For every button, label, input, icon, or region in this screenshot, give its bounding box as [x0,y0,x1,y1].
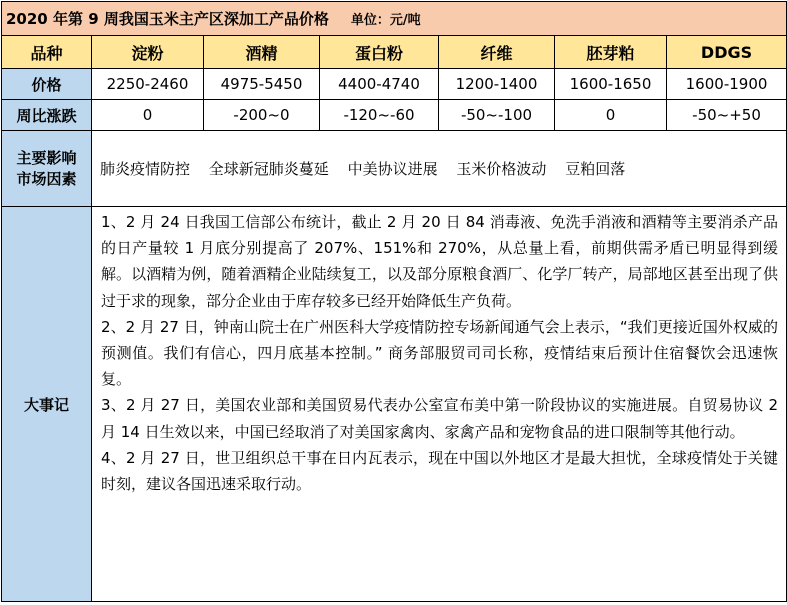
events-content [92,207,787,602]
events-label: 大事记 [2,207,92,602]
product-alcohol: 酒精 [204,36,320,69]
change-cell: -50~-100 [439,100,555,131]
product-germ-meal: 胚芽粕 [555,36,667,69]
price-cell: 1600-1650 [555,69,667,100]
weekly-change-label: 周比涨跌 [2,100,92,131]
price-table [1,1,787,602]
event-paragraph: 4、2 月 27 日，世卫组织总干事在日内瓦表示，现在中国以外地区才是最大担忧，全球疫情处于关键时刻，建议各国迅速采取行动。 [101,448,779,494]
event-paragraph: 3、2 月 27 日，美国农业部和美国贸易代表办公室宣布美中第一阶段协议的实施进展。自贸易协议 2 月 14 日生效以来，中国已经取消了对美国家禽肉、家禽产品和宠物食品的进口限制等其他行动。 [101,396,779,441]
factor-item: 全球新冠肺炎蔓延 [208,160,329,178]
factor-item: 中美协议进展 [347,160,438,178]
price-cell: 1200-1400 [439,69,555,100]
product-ddgs: DDGS [667,36,787,69]
factors-row [2,131,787,207]
change-cell: -120~-60 [320,100,439,131]
product-starch: 淀粉 [92,36,204,69]
price-cell: 1600-1900 [667,69,787,100]
product-protein-meal: 蛋白粉 [320,36,439,69]
price-row [2,69,787,100]
table-title-cell [2,2,787,36]
unit-label: 单位：元/吨 [350,13,421,28]
factors-label: 主要影响 市场因素 [2,131,92,207]
price-cell: 4975-5450 [204,69,320,100]
factor-item: 玉米价格波动 [456,160,547,178]
factor-item: 肺炎疫情防控 [100,160,191,178]
header-row [2,36,787,69]
change-cell: -200~0 [204,100,320,131]
factors-list [92,131,787,207]
price-label: 价格 [2,69,92,100]
change-cell: 0 [555,100,667,131]
events-row [2,207,787,602]
price-cell: 2250-2460 [92,69,204,100]
product-fiber: 纤维 [439,36,555,69]
event-paragraph: 1、2 月 24 日我国工信部公布统计，截止 2 月 20 日 84 消毒液、免洗手消液和酒精等主要消杀产品的日产量较 1 月底分别提高了 207%、151%和 270%，从总量上看，前期供需矛盾已明显得到缓解。以酒精为例，随着酒精企业陆续复工，以及部分原粮食酒厂、化学厂转产，局部地区甚至出现了供过于求的现象，部分企业由于库存较多已经开始降低生产负荷。 [101,213,779,310]
price-cell: 4400-4740 [320,69,439,100]
header-label: 品种 [2,36,92,69]
change-cell: -50~+50 [667,100,787,131]
event-paragraph: 2、2 月 27 日，钟南山院士在广州医科大学疫情防控专场新闻通气会上表示，“我们更接近国外权威的预测值。我们有信心，四月底基本控制。” 商务部服贸司司长称，疫情结束后预计住宿餐饮会迅速恢复。 [101,317,779,389]
factor-item: 豆粕回落 [565,160,626,178]
weekly-change-row [2,100,787,131]
table-title: 2020 年第 9 周我国玉米主产区深加工产品价格 [6,10,329,28]
change-cell: 0 [92,100,204,131]
